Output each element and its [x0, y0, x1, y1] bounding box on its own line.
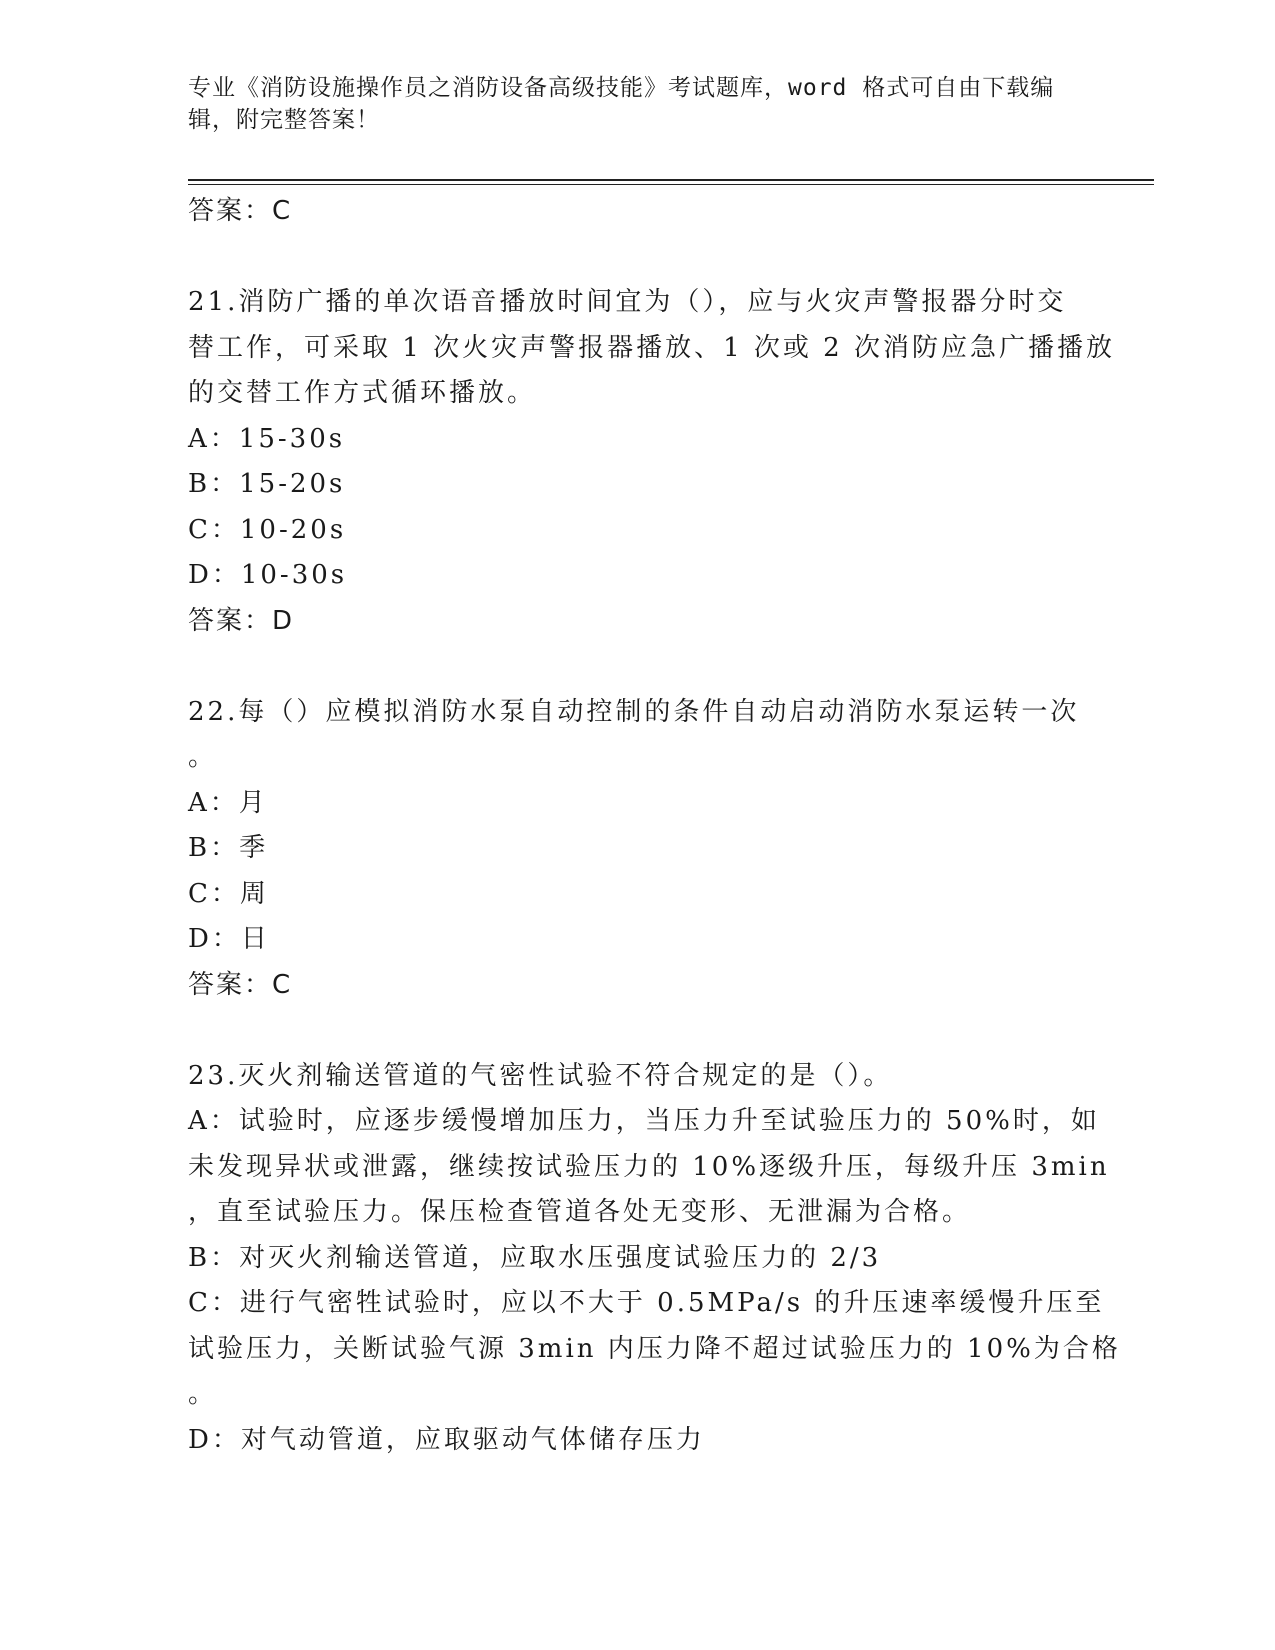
option-c-continued: 。 [188, 1379, 218, 1409]
question-stem-line: 22.每（）应模拟消防水泵自动控制的条件自动启动消防水泵运转一次 [188, 696, 1080, 727]
option-d: D：10-30s [188, 560, 348, 590]
option-d: D：日 [188, 924, 270, 954]
option-a-continued: ，直至试验压力。保压检查管道各处无变形、无泄漏为合格。 [188, 1197, 972, 1227]
option-a-continued: 未发现异状或泄露，继续按试验压力的 10%逐级升压，每级升压 3min [188, 1151, 1110, 1182]
question-stem-line: 23.灭火剂输送管道的气密性试验不符合规定的是（）。 [188, 1060, 893, 1091]
option-a: A：月 [188, 787, 268, 818]
option-c: C：10-20s [188, 514, 347, 545]
question-stem-line: 21.消防广播的单次语音播放时间宜为（），应与火灾声警报器分时交 [188, 287, 1067, 317]
answer-line: 答案：D [188, 605, 295, 636]
question-block [188, 1054, 1121, 1464]
answer-line: 答案：C [188, 196, 293, 226]
question-stem-line: 的交替工作方式循环播放。 [188, 378, 537, 408]
option-b: B：15-20s [188, 469, 346, 499]
document-body [188, 189, 1121, 1463]
question-stem-line: 。 [188, 742, 218, 772]
question-block [188, 690, 1088, 1009]
option-c: C：周 [188, 878, 269, 909]
option-c: C：进行气密牲试验时，应以不大于 0.5MPa/s 的升压速率缓慢升压至 [188, 1288, 1105, 1318]
header-text-line: 专业《消防设施操作员之消防设备高级技能》考试题库，word 格式可自由下载编 [188, 75, 1055, 101]
option-a: A：15-30s [188, 423, 346, 454]
option-a: A：试验时，应逐步缓慢增加压力，当压力升至试验压力的 50%时，如 [188, 1106, 1100, 1136]
header-text-line: 辑，附完整答案！ [188, 107, 380, 133]
option-d: D：对气动管道，应取驱动气体储存压力 [188, 1424, 705, 1455]
page-header [188, 72, 1088, 136]
header-divider [188, 179, 1154, 185]
option-c-continued: 试验压力，关断试验气源 3min 内压力降不超过试验压力的 10%为合格 [188, 1333, 1121, 1364]
question-stem-line: 替工作，可采取 1 次火灾声警报器播放、1 次或 2 次消防应急广播播放 [188, 332, 1115, 363]
answer-line: 答案：C [188, 969, 293, 1000]
option-b: B：对灭火剂输送管道，应取水压强度试验压力的 2/3 [188, 1242, 882, 1273]
option-b: B：季 [188, 833, 269, 863]
question-block [188, 280, 1115, 644]
